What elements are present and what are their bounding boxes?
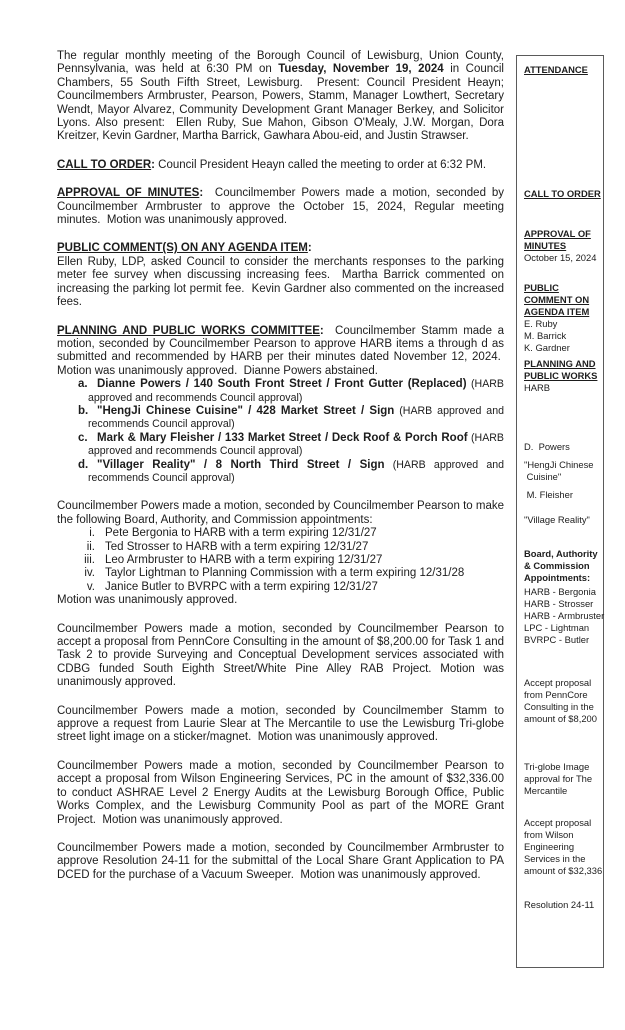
text-run: (HARB approved and recommends Council approval) [88, 378, 504, 404]
text-run: CALL TO ORDER [57, 158, 152, 171]
margin-note-line: Board, Authority [524, 548, 598, 559]
harb-items [57, 378, 504, 485]
margin-note-line: Appointments: [524, 572, 591, 583]
margin-note-line: Engineering [524, 841, 575, 852]
margin-note-line: approval for The [524, 773, 593, 784]
margin-note-line: from Wilson [524, 829, 574, 840]
list-item [57, 405, 504, 432]
resolution-note [524, 899, 602, 911]
text-run: "Villager Reality" / 8 North Third Street / Sign [97, 458, 385, 471]
text-run: The regular monthly meeting of the Borough Council of Lewisburg, Union County, Pennsylvania, was held at 6:30 PM on [57, 50, 504, 76]
attendance-note [524, 64, 602, 76]
appointments-header-note [524, 548, 602, 584]
text-run: (HARB approved and recommends Council approval) [88, 458, 505, 484]
text-run: Councilmember Powers made a motion, seconded by Councilmember Armbruster to approve Resolution 24-11 for the submittal of the Local Share Grant Application to PA DCED for the purchase of a Vacuum Sweeper. Motion was unanimously approved. [57, 841, 504, 881]
fleisher-note [524, 489, 602, 501]
text-run: : [199, 187, 204, 200]
margin-note-line: COMMENT ON [524, 294, 590, 305]
margin-note-line: LPC - Lightman [524, 622, 590, 633]
margin-note-line: Cuisine" [524, 471, 562, 482]
tri-globe-note [524, 761, 602, 797]
text-run: Ellen Ruby, LDP, asked Council to consider the merchants responses to the parking meter fee survey when discussing increasing fees. Martha Barrick commented on increasing the parking lot permit fee. Kevin Gardner also commented on the increased fees. [57, 255, 504, 309]
text-run: Dianne Powers / 140 South Front Street / Front Gutter (Replaced) [97, 378, 467, 391]
list-item [57, 541, 504, 554]
text-run: Janice Butler to BVRPC with a term expiring 12/31/27 [105, 580, 378, 593]
margin-note-line: ATTENDANCE [524, 64, 588, 75]
text-run: Councilmember Powers made a motion, seconded by Councilmember Stamm to approve a request from Laurie Slear at The Mercantile to use the Lewisburg Tri-globe street light image on a sticker/magnet. Motion was unanimously approved. [57, 704, 504, 744]
margin-note-line: "HengJi Chinese [524, 459, 594, 470]
text-run: Taylor Lightman to Planning Commission with a term expiring 12/31/28 [105, 567, 465, 580]
list-marker: d. [78, 458, 89, 471]
text-run: (HARB approved and recommends Council approval) [88, 431, 504, 458]
margin-note-line: APPROVAL OF [524, 228, 591, 239]
text-run: in Council Chambers, 55 South Fifth Street, Lewisburg. Present: Council President Heayn; Councilmembers Armbruster, Pearson, Powers, Stamm, Manager Lowthert, Secretary Wendt, Mayor Alvarez, Community Development Grant Manager Berkey, and Solicitor Lyons. Also present: Ellen Ruby, Sue Mahon, Gibson O'Mealy, J.W. Morgan, Dora Kreitzer, Kevin Gardner, Martha Barrick, Gawhara Abou-eid, and Justin Strawser. [57, 63, 504, 143]
margin-note-line: HARB - Strosser [524, 598, 594, 609]
text-run: Councilmember Powers made a motion, seconded by Councilmember Pearson to accept a proposal from PennCore Consulting in the amount of $8,200.00 for Task 1 and Task 2 to provide Surveying and Conceptual Development services associated with CDBG funded South Eighth Street/White Pine Alley RAB Project. Motion was unanimously approved. [57, 622, 504, 689]
call-to-order [57, 159, 504, 172]
margin-note-line: HARB - Bergonia [524, 586, 596, 597]
list-item [57, 459, 504, 486]
call-to-order-note [524, 188, 602, 200]
margin-note-line: M. Fleisher [524, 489, 573, 500]
margin-note-line: Tri-globe Image [524, 761, 590, 772]
margin-note-line: PLANNING AND [524, 358, 596, 369]
margin-note-line: from PennCore [524, 689, 588, 700]
d-powers-note [524, 441, 602, 453]
list-item [57, 581, 504, 594]
appointments-note [524, 586, 605, 646]
appointments-list [57, 527, 504, 594]
approval-of-minutes [57, 187, 504, 227]
list-marker: b. [78, 404, 89, 417]
margin-note-line: PUBLIC WORKS [524, 370, 598, 381]
margin-note-line: D. Powers [524, 441, 570, 452]
approval-of-minutes-note [524, 228, 602, 264]
list-item [57, 378, 504, 405]
text-run: Mark & Mary Fleisher / 133 Market Street / Deck Roof & Porch Roof [97, 431, 468, 444]
text-run: (HARB approved and recommends Council approval) [88, 404, 504, 431]
text-run: Councilmember Powers made a motion, seconded by Councilmember Pearson to make the following Board, Authority, and Commission appointments: [57, 500, 504, 526]
list-marker: v. [86, 580, 95, 593]
margin-note-line: CALL TO ORDER [524, 188, 601, 199]
text-run [385, 459, 393, 471]
appointments-intro [57, 500, 504, 527]
margin-note-line: "Village Reality" [524, 514, 590, 525]
text-run: Councilmember Powers made a motion, seconded by Councilmember Armbruster to approve the October 15, 2024, Regular meeting minutes. Motion was unanimously approved. [57, 187, 504, 227]
village-reality-note [524, 514, 602, 526]
resolution-motion [57, 842, 504, 882]
margin-note-line: BVRPC - Butler [524, 634, 590, 645]
text-run: "HengJi Chinese Cuisine" / 428 Market Street / Sign [97, 404, 395, 417]
margin-note-line: Accept proposal [524, 677, 592, 688]
text-run: Councilmember Powers made a motion, seconded by Councilmember Pearson to accept a proposal from Wilson Engineering Services, PC in the amount of $32,336.00 to conduct ASHRAE Level 2 Energy Audits at the Lewisburg Borough Office, Public Works Complex, and the Lewisburg Community Pool as part of the MORE Grant Project. Motion was unanimously approved. [57, 759, 504, 826]
margin-note-line: K. Gardner [524, 342, 570, 353]
public-comment-heading [57, 242, 504, 255]
list-item [57, 432, 504, 459]
appointments-approved [57, 594, 504, 607]
list-item [57, 527, 504, 540]
text-run: PUBLIC COMMENT(S) ON ANY AGENDA ITEM [57, 242, 308, 255]
list-marker: iii. [84, 554, 95, 566]
text-run: Tuesday, November 19, 2024 [278, 63, 444, 76]
margin-note-line: HARB - Armbruster [524, 610, 605, 621]
text-run: Pete Bergonia to HARB with a term expiring 12/31/27 [105, 527, 377, 540]
public-comment-note [524, 282, 602, 354]
text-run: Motion was unanimously approved. [57, 594, 238, 607]
margin-note-line: October 15, 2024 [524, 252, 597, 263]
margin-note-line: Mercantile [524, 785, 568, 796]
margin-note-line: MINUTES [524, 240, 567, 251]
document-body [57, 50, 504, 897]
list-marker: i. [89, 527, 95, 540]
text-run: : [151, 158, 159, 171]
planning-public-works-note [524, 358, 602, 394]
text-run: : [307, 242, 312, 255]
margin-note-line: HARB [524, 382, 551, 393]
margin-note-line: Consulting in the [524, 701, 594, 712]
list-item [57, 554, 504, 567]
text-run: APPROVAL OF MINUTES [57, 187, 200, 200]
wilson-motion [57, 760, 504, 827]
margin-note-line: Accept proposal [524, 817, 592, 828]
mercantile-motion [57, 705, 504, 745]
penncore-note [524, 677, 602, 725]
hengji-note [524, 459, 602, 483]
text-run: : [319, 324, 324, 337]
planning-committee [57, 325, 504, 379]
intro-paragraph [57, 50, 504, 144]
margin-note-line: M. Barrick [524, 330, 567, 341]
margin-note-line: amount of $32,336 [524, 865, 603, 876]
wilson-note [524, 817, 602, 877]
margin-note-line: AGENDA ITEM [524, 306, 590, 317]
list-marker: ii. [86, 540, 95, 553]
margin-note-line: Resolution 24-11 [524, 899, 595, 910]
list-marker: a. [78, 378, 88, 391]
text-run: Leo Armbruster to HARB with a term expiring 12/31/27 [105, 554, 383, 566]
list-marker: c. [78, 431, 88, 444]
margin-note-line: amount of $8,200 [524, 713, 597, 724]
margin-note-line: & Commission [524, 560, 590, 571]
list-item [57, 567, 504, 580]
list-marker: iv. [84, 567, 95, 580]
margin-note-line: Services in the [524, 853, 586, 864]
text-run: PLANNING AND PUBLIC WORKS COMMITTEE [57, 324, 320, 337]
margin-notes-box [516, 55, 604, 968]
text-run: Councilmember Stamm made a motion, seconded by Councilmember Pearson to approve HARB items a through d as submitted and recommended by HARB per their minutes dated November 12, 2024. Motion was unanimously approved. Dianne Powers abstained. [57, 324, 504, 377]
public-comment-body [57, 256, 504, 310]
margin-note-line: PUBLIC [524, 282, 559, 293]
penncore-motion [57, 623, 504, 690]
margin-note-line: E. Ruby [524, 318, 558, 329]
text-run: Council President Heayn called the meeting to order at 6:32 PM. [158, 158, 487, 171]
text-run: Ted Strosser to HARB with a term expiring 12/31/27 [105, 540, 369, 553]
